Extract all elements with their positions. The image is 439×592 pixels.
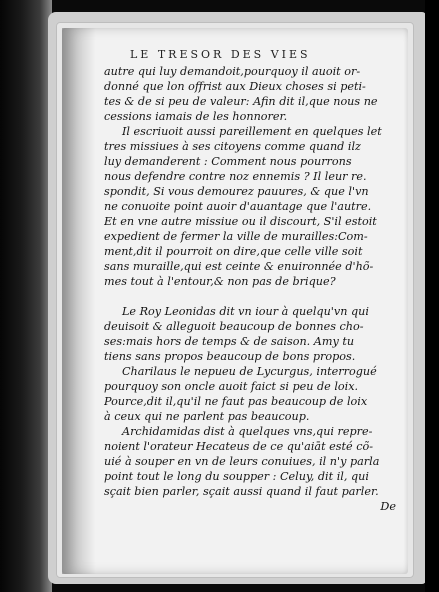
page-text <box>104 64 406 554</box>
dark-right-margin <box>425 0 439 592</box>
text-line: expedient de fermer la ville de murailles:Com- <box>104 230 368 243</box>
text-line: mes tout à l'entour,& non pas de brique? <box>104 275 336 288</box>
text-line: uié à souper en vn de leurs conuiues, il n'y parla <box>104 455 380 468</box>
text-line: noient l'orateur Hecateus de ce qu'aiāt esté cõ- <box>104 440 373 453</box>
text-line: Et en vne autre missiue ou il discourt, S'il estoit <box>104 215 377 228</box>
text-line: ment,dit il pourroit on dire,que celle ville soit <box>104 245 363 258</box>
text-line: tes & de si peu de valeur: Afin dit il,que nous ne <box>104 95 378 108</box>
text-line: point tout le long du soupper : Celuy, dit il, qui <box>104 470 369 483</box>
dark-left-margin <box>0 0 52 592</box>
text-line: sçait bien parler, sçait aussi quand il faut parler. <box>104 485 379 498</box>
text-line: ne conuoite point auoir d'auantage que l'autre. <box>104 200 372 213</box>
text-line: tres missiues à ses citoyens comme quand ilz <box>104 140 361 153</box>
text-line: spondit, Si vous demourez pauures, & que l'vn <box>104 185 369 198</box>
catchword: De <box>380 500 396 513</box>
text-line: à ceux qui ne parlent pas beaucoup. <box>104 410 310 423</box>
text-line: cessions iamais de les honnorer. <box>104 110 288 123</box>
text-line: Pource,dit il,qu'il ne faut pas beaucoup de loix <box>104 395 368 408</box>
text-line: sans muraille,qui est ceinte & enuironnée d'hõ- <box>104 260 374 273</box>
text-line: deuisoit & alleguoit beaucoup de bonnes cho- <box>104 320 364 333</box>
text-line: nous defendre contre noz ennemis ? Il leur re. <box>104 170 367 183</box>
text-line: Archidamidas dist à quelques vns,qui repre- <box>122 425 373 438</box>
text-line: Il escriuoit aussi pareillement en quelques let <box>122 125 382 138</box>
running-head: LE TRESOR DES VIES <box>130 48 311 61</box>
text-line: autre qui luy demandoit,pourquoy il auoit or- <box>104 65 361 78</box>
text-line: luy demanderent : Comment nous pourrons <box>104 155 352 168</box>
text-line: donné que lon offrist aux Dieux choses si peti- <box>104 80 366 93</box>
text-line: Charilaus le nepueu de Lycurgus, interrogué <box>122 365 377 378</box>
text-line: Le Roy Leonidas dit vn iour à quelqu'vn qui <box>122 305 369 318</box>
text-line: pourquoy son oncle auoit faict si peu de loix. <box>104 380 359 393</box>
paragraph-gap <box>104 289 406 304</box>
text-line: tiens sans propos beaucoup de bons propos. <box>104 350 356 363</box>
text-line: ses:mais hors de temps & de saison. Amy tu <box>104 335 355 348</box>
